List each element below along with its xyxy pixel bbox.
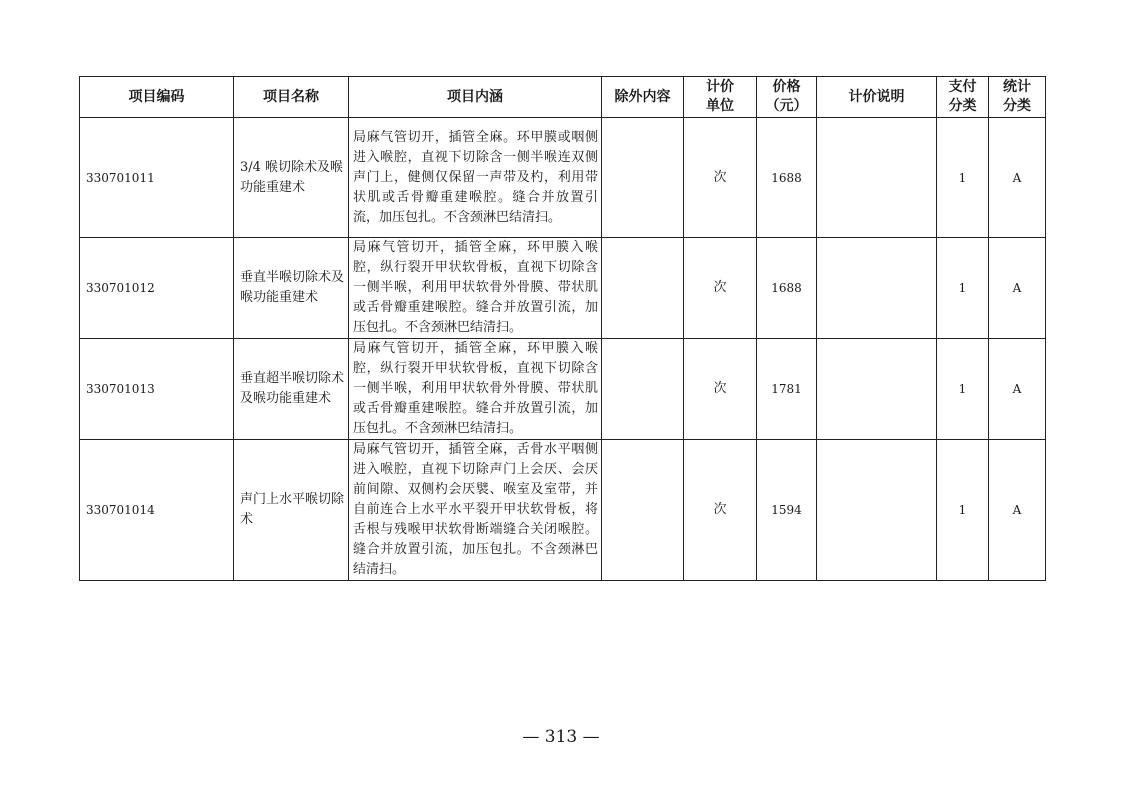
header-price: 价格（元）	[757, 77, 817, 118]
price-table	[79, 76, 1046, 581]
row-payment-class: 1	[937, 339, 989, 440]
header-payment-class: 支付分类	[937, 77, 989, 118]
table-row	[80, 118, 1046, 238]
table-row	[80, 339, 1046, 440]
row-pricing-note	[817, 118, 937, 238]
row-price: 1688	[757, 118, 817, 238]
row-price: 1594	[757, 440, 817, 581]
row-name: 垂直半喉切除术及喉功能重建术	[234, 238, 349, 339]
row-unit: 次	[684, 339, 757, 440]
header-unit: 计价单位	[684, 77, 757, 118]
row-content: 局麻气管切开，插管全麻。环甲膜或咽侧进入喉腔，直视下切除含一侧半喉连双侧声门上，健侧仅保留一声带及杓，利用带状肌或舌骨瓣重建喉腔。缝合并放置引流，加压包扎。不含颈淋巴结清扫。	[349, 118, 602, 238]
row-code: 330701013	[80, 339, 234, 440]
header-name: 项目名称	[234, 77, 349, 118]
row-unit: 次	[684, 238, 757, 339]
row-payment-class: 1	[937, 238, 989, 339]
row-pricing-note	[817, 238, 937, 339]
header-content: 项目内涵	[349, 77, 602, 118]
row-code: 330701014	[80, 440, 234, 581]
header-exclusions: 除外内容	[602, 77, 684, 118]
page-number: — 313 —	[522, 727, 600, 747]
row-exclusions	[602, 440, 684, 581]
row-pricing-note	[817, 339, 937, 440]
row-price: 1781	[757, 339, 817, 440]
row-pricing-note	[817, 440, 937, 581]
row-code: 330701011	[80, 118, 234, 238]
row-content: 局麻气管切开，插管全麻，舌骨水平咽侧进入喉腔，直视下切除声门上会厌、会厌前间隙、双侧杓会厌襞、喉室及室带，并自前连合上水平水平裂开甲状软骨板，将舌根与残喉甲状软骨断端缝合关闭喉腔。缝合并放置引流，加压包扎。不含颈淋巴结清扫。	[349, 440, 602, 581]
row-stat-class: A	[989, 118, 1046, 238]
row-content: 局麻气管切开，插管全麻，环甲膜入喉腔，纵行裂开甲状软骨板，直视下切除含一侧半喉，利用甲状软骨外骨膜、带状肌或舌骨瓣重建喉腔。缝合并放置引流，加压包扎。不含颈淋巴结清扫。	[349, 339, 602, 440]
row-stat-class: A	[989, 339, 1046, 440]
row-name: 声门上水平喉切除术	[234, 440, 349, 581]
row-content: 局麻气管切开，插管全麻，环甲膜入喉腔，纵行裂开甲状软骨板，直视下切除含一侧半喉，利用甲状软骨外骨膜、带状肌或舌骨瓣重建喉腔。缝合并放置引流，加压包扎。不含颈淋巴结清扫。	[349, 238, 602, 339]
row-exclusions	[602, 339, 684, 440]
row-unit: 次	[684, 440, 757, 581]
row-unit: 次	[684, 118, 757, 238]
row-name: 3/4 喉切除术及喉功能重建术	[234, 118, 349, 238]
row-exclusions	[602, 118, 684, 238]
header-row	[80, 77, 1046, 118]
table-row	[80, 440, 1046, 581]
header-code: 项目编码	[80, 77, 234, 118]
row-payment-class: 1	[937, 440, 989, 581]
header-pricing-note: 计价说明	[817, 77, 937, 118]
row-payment-class: 1	[937, 118, 989, 238]
header-stat-class: 统计分类	[989, 77, 1046, 118]
row-name: 垂直超半喉切除术及喉功能重建术	[234, 339, 349, 440]
row-stat-class: A	[989, 440, 1046, 581]
row-code: 330701012	[80, 238, 234, 339]
row-exclusions	[602, 238, 684, 339]
row-price: 1688	[757, 238, 817, 339]
table-row	[80, 238, 1046, 339]
row-stat-class: A	[989, 238, 1046, 339]
